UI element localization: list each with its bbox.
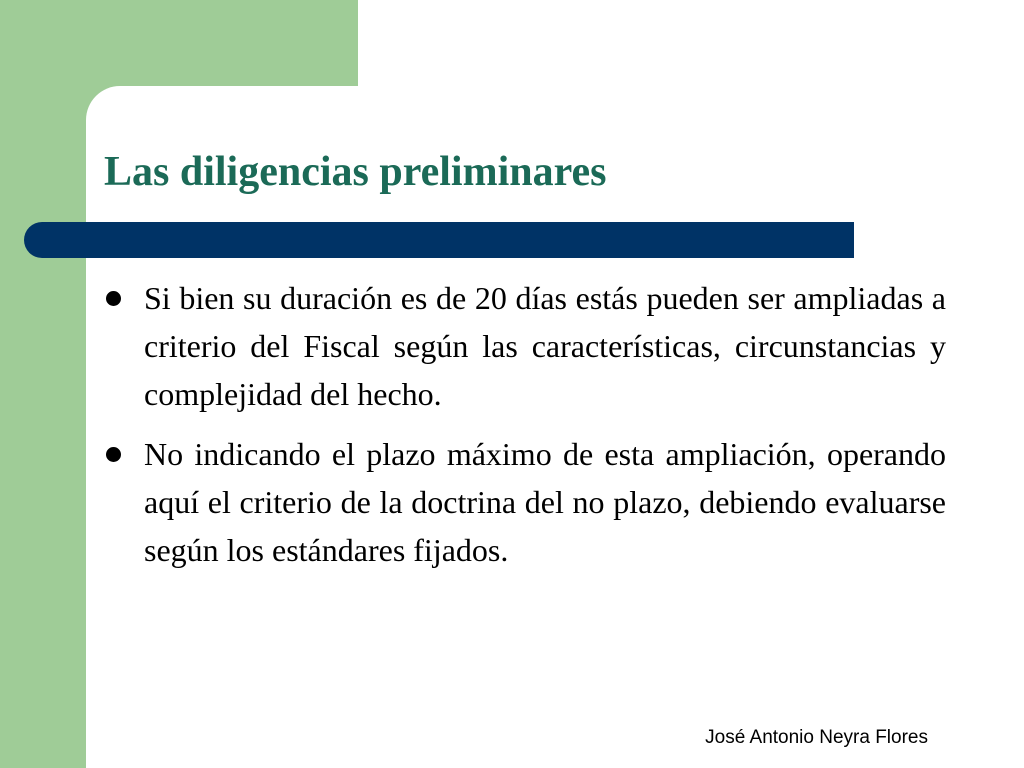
bullet-dot-icon xyxy=(106,291,121,306)
footer-author: José Antonio Neyra Flores xyxy=(705,727,928,748)
bullet-list xyxy=(104,274,946,586)
bullet-text: Si bien su duración es de 20 días estás pueden ser ampliadas a criterio del Fiscal según las características, circunstancias y complejidad del hecho. xyxy=(144,280,946,412)
bullet-dot-icon xyxy=(106,447,121,462)
bullet-text: No indicando el plazo máximo de esta ampliación, operando aquí el criterio de la doctrina del no plazo, debiendo evaluarse según los estándares fijados. xyxy=(144,436,946,568)
slide-title: Las diligencias preliminares xyxy=(104,149,607,195)
bullet-item xyxy=(104,274,946,418)
title-divider-bar xyxy=(24,222,854,258)
bullet-item xyxy=(104,430,946,574)
